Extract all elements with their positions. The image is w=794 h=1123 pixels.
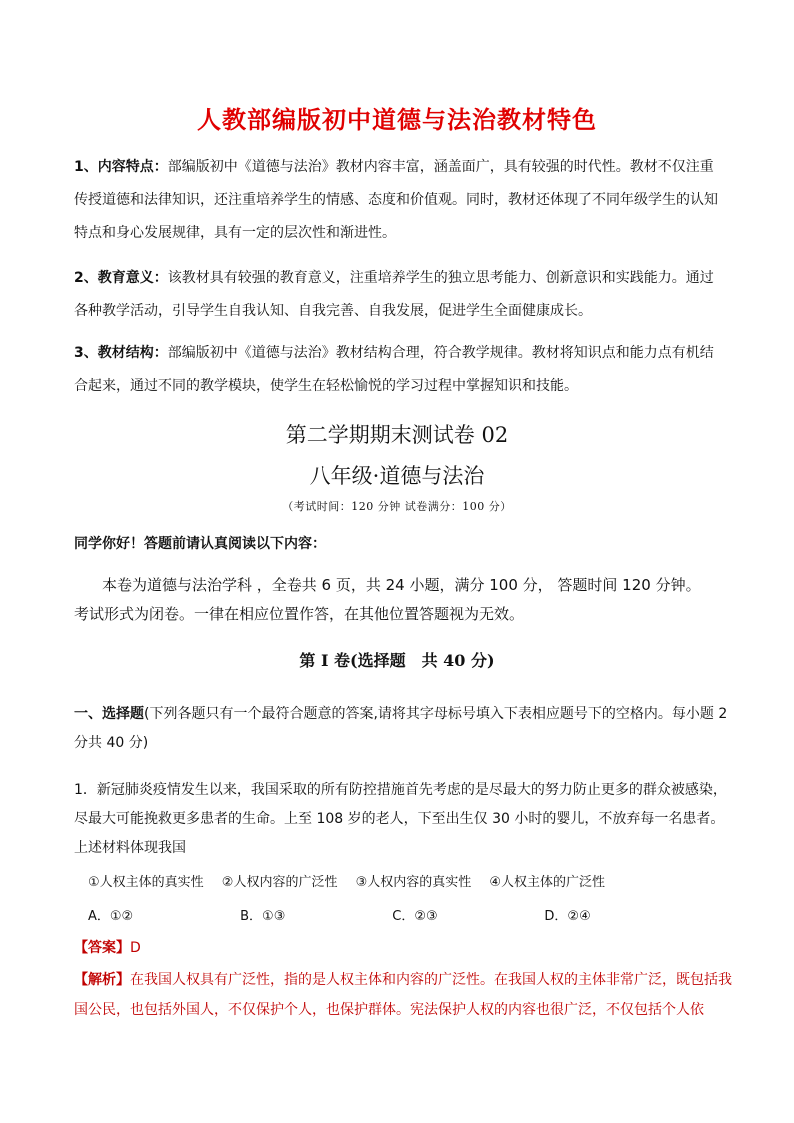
analysis-label: 【解析】 bbox=[74, 972, 130, 988]
analysis-block bbox=[74, 965, 734, 1025]
statement: ②人权内容的广泛性 bbox=[221, 875, 338, 890]
statement: ①人权主体的真实性 bbox=[88, 875, 204, 890]
statement: ④人权主体的广泛性 bbox=[489, 875, 606, 890]
feature-label: 1、内容特点： bbox=[74, 159, 168, 175]
part-heading bbox=[74, 700, 734, 758]
feature-text: 部编版初中《道德与法治》教材结构合理，符合教学规律。教材将知识点和能力点有机结合起来，通过不同的教学模块，使学生在轻松愉悦的学习过程中掌握知识和技能。 bbox=[74, 345, 714, 394]
document-title: 人教部编版初中道德与法治教材特色 bbox=[197, 106, 597, 134]
feature-structure bbox=[74, 337, 724, 403]
choice-c: C．②③ bbox=[392, 909, 438, 924]
part-text: (下列各题只有一个最符合题意的答案,请将其字母标号填入下表相应题号下的空格内。每小题 2 分共 40 分) bbox=[74, 706, 728, 751]
greeting: 同学你好！答题前请认真阅读以下内容： bbox=[74, 536, 326, 552]
feature-text: 部编版初中《道德与法治》教材内容丰富，涵盖面广，具有较强的时代性。教材不仅注重传授道德和法律知识，还注重培养学生的情感、态度和价值观。同时，教材还体现了不同年级学生的认知特点和身心发展规律，具有一定的层次性和渐进性。 bbox=[74, 159, 718, 241]
feature-content bbox=[74, 151, 724, 250]
exam-instructions bbox=[74, 571, 734, 629]
answer-line bbox=[74, 937, 141, 957]
exam-note: （考试时间：120 分钟 试卷满分：100 分） bbox=[282, 500, 512, 513]
instruction-line: 本卷为道德与法治学科 ，全卷共 6 页，共 24 小题，满分 100 分， 答题时间 120 分钟。 bbox=[102, 576, 701, 594]
feature-text: 该教材具有较强的教育意义，注重培养学生的独立思考能力、创新意识和实践能力。通过各种教学活动，引导学生自我认知、自我完善、自我发展，促进学生全面健康成长。 bbox=[74, 270, 714, 319]
part-label: 一、选择题 bbox=[74, 706, 144, 722]
exam-title: 第二学期期末测试卷 02 bbox=[285, 423, 509, 447]
choice-b: B．①③ bbox=[240, 909, 286, 924]
answer-value: D bbox=[130, 940, 141, 956]
analysis-text: 在我国人权具有广泛性，指的是人权主体和内容的广泛性。在我国人权的主体非常广泛，既包括我国公民，也包括外国人，不仅保护个人，也保护群体。宪法保护人权的内容也很广泛，不仅包括个人依 bbox=[74, 972, 732, 1018]
choice-a: A．①② bbox=[88, 909, 134, 924]
instruction-line: 考试形式为闭卷。一律在相应位置作答，在其他位置答题视为无效。 bbox=[74, 605, 525, 623]
answer-label: 【答案】 bbox=[74, 940, 130, 956]
feature-education bbox=[74, 262, 724, 328]
section-heading: 第 I 卷(选择题 共 40 分) bbox=[299, 651, 495, 670]
answer-choices bbox=[88, 905, 728, 924]
question-stem: 1．新冠肺炎疫情发生以来，我国采取的所有防控措施首先考虑的是尽最大的努力防止更多的群众被感染，尽最大可能挽救更多患者的生命。上至 108 岁的老人，下至出生仅 30 小时的婴儿，不放弃每一名患者。上述材料体现我国 bbox=[74, 782, 727, 856]
statement: ③人权内容的真实性 bbox=[355, 875, 472, 890]
feature-label: 3、教材结构： bbox=[74, 345, 168, 361]
feature-label: 2、教育意义： bbox=[74, 270, 168, 286]
choice-d: D．②④ bbox=[544, 909, 591, 924]
question-statements bbox=[88, 871, 619, 890]
exam-subtitle: 八年级·道德与法治 bbox=[309, 464, 485, 488]
